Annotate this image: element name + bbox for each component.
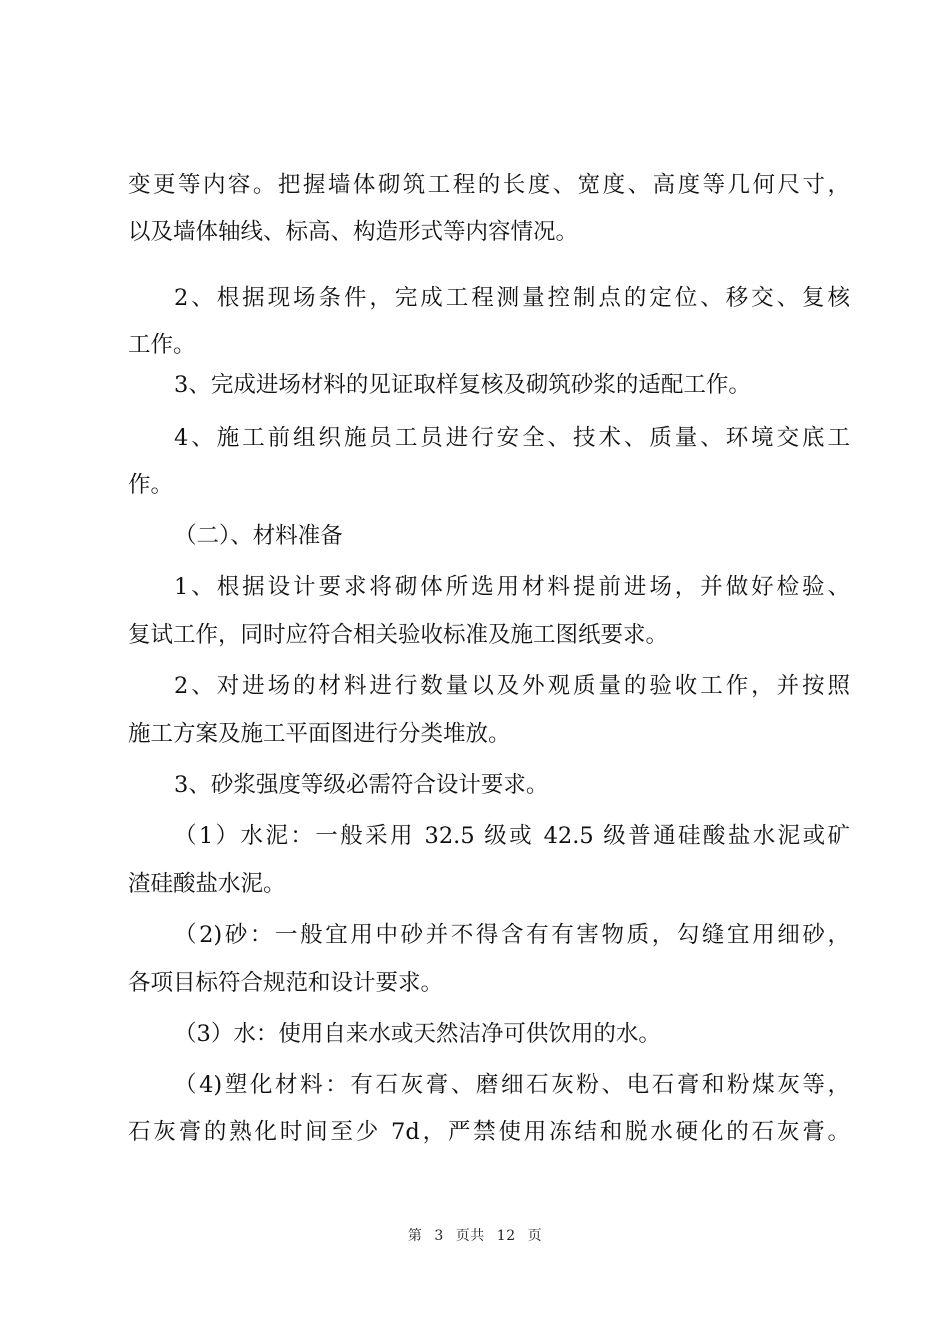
text-line-14: （1）水泥：一般采用 32.5 级或 42.5 级普通硅酸盐水泥或矿 [174, 823, 850, 849]
section-heading: （二）、材料准备 [174, 523, 343, 549]
text-line-5: 3、完成进场材料的见证取样复核及砌筑砂浆的适配工作。 [174, 372, 751, 398]
text-line-19: （4)塑化材料：有石灰膏、磨细石灰粉、电石膏和粉煤灰等， [174, 1072, 850, 1098]
text-line-13: 3、砂浆强度等级必需符合设计要求。 [174, 772, 549, 798]
text-line-6: 4、施工前组织施员工员进行安全、技术、质量、环境交底工 [174, 425, 850, 451]
footer-mid: 页共 [455, 1228, 485, 1244]
text-line-1: 变更等内容。把握墙体砌筑工程的长度、宽度、高度等几何尺寸， [128, 172, 850, 198]
text-line-12: 施工方案及施工平面图进行分类堆放。 [128, 721, 511, 747]
text-line-2: 以及墙体轴线、标高、构造形式等内容情况。 [128, 219, 579, 245]
text-line-11: 2、对进场的材料进行数量以及外观质量的验收工作，并按照 [174, 673, 850, 699]
text-line-10: 复试工作，同时应符合相关验收标准及施工图纸要求。 [128, 622, 669, 648]
text-line-17: 各项目标符合规范和设计要求。 [128, 970, 444, 996]
text-line-7: 作。 [128, 472, 174, 498]
text-line-18: （3）水：使用自来水或天然洁净可供饮用的水。 [174, 1021, 661, 1047]
footer-prefix: 第 [407, 1228, 423, 1244]
text-line-15: 渣硅酸盐水泥。 [128, 871, 286, 897]
footer-suffix: 页 [527, 1228, 543, 1244]
footer-current-page: 3 [434, 1228, 444, 1244]
page-footer [0, 1227, 950, 1245]
text-line-16: （2)砂：一般宜用中砂并不得含有有害物质，勾缝宜用细砂， [174, 922, 850, 948]
footer-total-pages: 12 [496, 1228, 516, 1244]
text-line-3: 2、根据现场条件，完成工程测量控制点的定位、移交、复核 [174, 285, 850, 311]
text-line-9: 1、根据设计要求将砌体所选用材料提前进场，并做好检验、 [174, 574, 850, 600]
text-line-4: 工作。 [128, 332, 196, 358]
text-line-20: 石灰膏的熟化时间至少 7d，严禁使用冻结和脱水硬化的石灰膏。 [128, 1119, 850, 1145]
